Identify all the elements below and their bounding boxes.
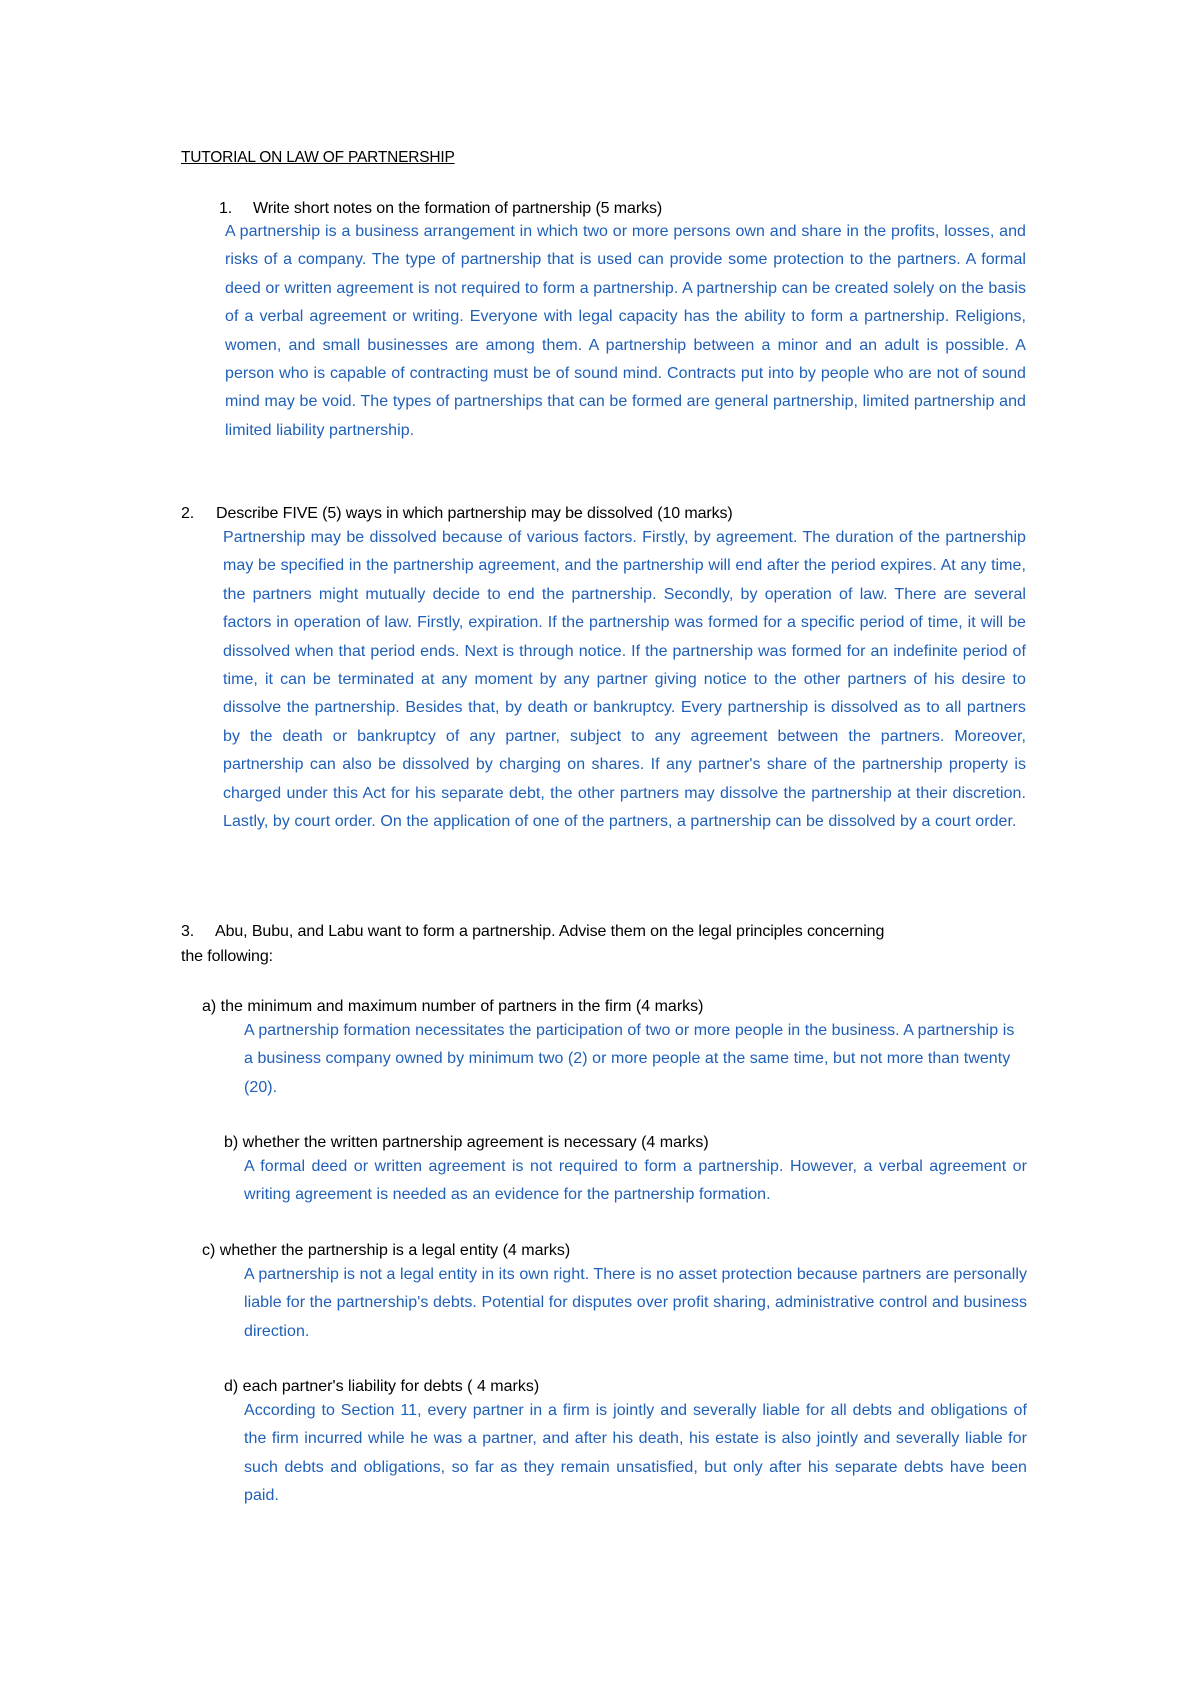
answer-3b: A formal deed or written agreement is not required to form a partnership. However, a verbal agreement or writing agreement is needed as an evidence for the partnership formation. xyxy=(244,1158,1027,1204)
question-3d: d) each partner's liability for debts ( 4 marks) xyxy=(224,1378,540,1395)
answer-3c: A partnership is not a legal entity in its own right. There is no asset protection because partners are personally liable for the partnership's debts. Potential for disputes over profit sharing, administrative control and business direction. xyxy=(244,1266,1027,1340)
question-3c: c) whether the partnership is a legal entity (4 marks) xyxy=(202,1242,571,1259)
question-3a: a) the minimum and maximum number of partners in the firm (4 marks) xyxy=(202,998,704,1015)
question-3-line2: the following: xyxy=(181,948,273,965)
question-2-number: 2. xyxy=(181,505,195,522)
answer-1: A partnership is a business arrangement in which two or more persons own and share in the profits, losses, and risks of a company. The type of partnership that is used can provide some protection to the partners. A formal deed or written agreement is not required to form a partnership. A partnership can be created solely on the basis of a verbal agreement or writing. Everyone with legal capacity has the ability to form a partnership. Religions, women, and small businesses are among them. A partnership between a minor and an adult is possible. A person who is capable of contracting must be of sound mind. Contracts put into by people who are not of sound mind may be void. The types of partnerships that can be formed are general partnership, limited partnership and limited liability partnership. xyxy=(225,223,1026,439)
question-1-text: Write short notes on the formation of partnership (5 marks) xyxy=(253,200,663,217)
page-title: TUTORIAL ON LAW OF PARTNERSHIP xyxy=(181,149,455,166)
answer-3d: According to Section 11, every partner in a firm is jointly and severally liable for all debts and obligations of the firm incurred while he was a partner, and after his death, his estate is also jointly and severally liable for such debts and obligations, so far as they remain unsatisfied, but only after his separate debts have been paid. xyxy=(244,1402,1027,1505)
answer-3a: A partnership formation necessitates the participation of two or more people in the business. A partnership is a business company owned by minimum two (2) or more people at the same time, but not more than twenty (20). xyxy=(244,1022,1015,1096)
question-2-text: Describe FIVE (5) ways in which partnership may be dissolved (10 marks) xyxy=(216,505,733,522)
question-3-number: 3. xyxy=(181,923,195,940)
question-3-text-line1: Abu, Bubu, and Labu want to form a partnership. Advise them on the legal principles concerning xyxy=(215,923,885,940)
question-3b: b) whether the written partnership agreement is necessary (4 marks) xyxy=(224,1134,709,1151)
answer-2: Partnership may be dissolved because of various factors. Firstly, by agreement. The duration of the partnership may be specified in the partnership agreement, and the partnership will end after the period expires. At any time, the partners might mutually decide to end the partnership. Secondly, by operation of law. There are several factors in operation of law. Firstly, expiration. If the partnership was formed for a specific period of time, it will be dissolved when that period ends. Next is through notice. If the partnership was formed for an indefinite period of time, it can be terminated at any moment by any partner giving notice to the other partners of his desire to dissolve the partnership. Besides that, by death or bankruptcy. Every partnership is dissolved as to all partners by the death or bankruptcy of any partner, subject to any agreement between the partners. Moreover, partnership can also be dissolved by charging on shares. If any partner's share of the partnership property is charged under this Act for his separate debt, the other partners may dissolve the partnership at their discretion. Lastly, by court order. On the application of one of the partners, a partnership can be dissolved by a court order. xyxy=(223,529,1026,831)
question-3 xyxy=(181,918,1021,946)
question-1-number: 1. xyxy=(219,200,233,217)
